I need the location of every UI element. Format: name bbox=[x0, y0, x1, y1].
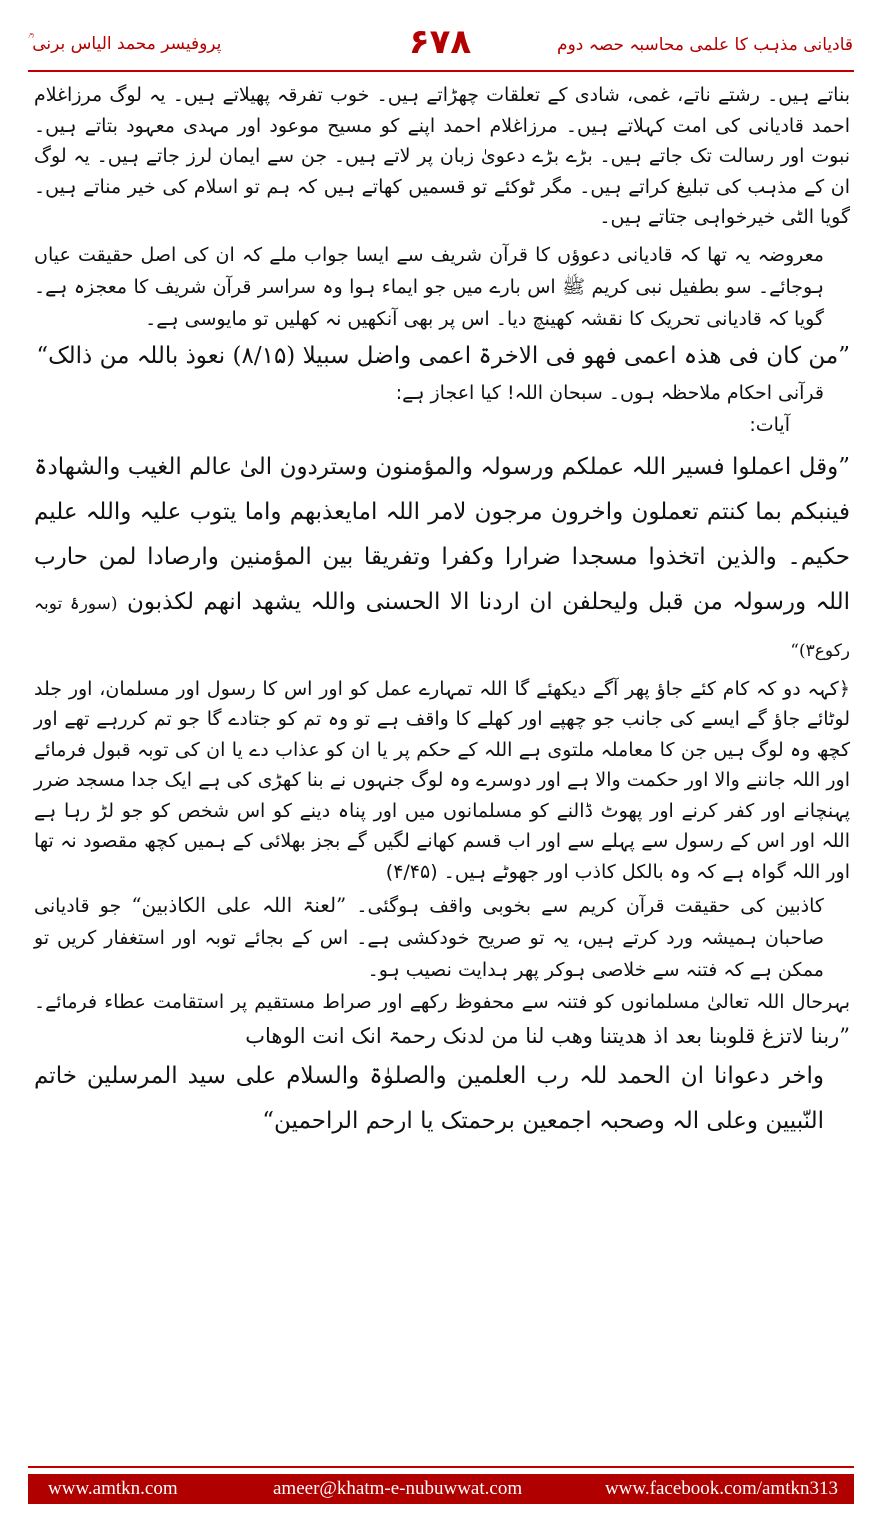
paragraph-ayat: آیات: bbox=[749, 413, 790, 436]
quran-verse-2-text: ”وقل اعملوا فسیر اللہ عملکم ورسولہ والمؤمنون وستردون الیٰ عالم الغیب والشھادۃ فینبکم بما کنتم تعملون واخرون مرجون لامر اللہ امایعذبھم واما یتوب علیہ واللہ علیم حکیم۔ والذین اتخذوا مسجدا ضرارا وکفرا وتفریقا بین المؤمنین وارصادا لمن حارب اللہ ورسولہ من قبل ولیحلفن ان اردنا الا الحسنی واللہ یشھد انھم لکذبون bbox=[34, 453, 850, 615]
book-title: قادیانی مذہب کا علمی محاسبہ حصہ دوم bbox=[557, 35, 853, 55]
header-author: پروفیسر محمد الیاس برنی ؒ bbox=[28, 34, 222, 54]
quran-verse-2-ref: (سورۂ توبہ رکوع۳)“ bbox=[34, 593, 850, 661]
facebook-link[interactable]: www.facebook.com/amtkn313 bbox=[604, 1478, 838, 1499]
translation: ﴿کہہ دو کہ کام کئے جاؤ پھر آگے دیکھئے گا اللہ تمہارے عمل کو اور اس کا رسول اور مسلمان، اور جلد لوٹائے جاؤ گے ایسے کی جانب جو چھپے اور کھلے کا واقف ہے تو وہ تم کو جتادے گا جو تم کررہے تھے اور کچھ وہ لوگ ہیں جن کا معاملہ ملتوی ہے اللہ کے حکم پر یا ان کو عذاب دے یا ان کی توبہ قبول فرمائے اور اللہ جاننے والا اور حکمت والا ہے اور دوسرے وہ لوگ جنہوں نے بنا کھڑی کی ہے ایک جدا مسجد ضرر پہنچانے اور کفر کرنے اور پھوٹ ڈالنے کو مسلمانوں میں اور پناہ دینے کو اس شخص کو جو لڑ رہا ہے اللہ اور اس کے رسول سے پہلے سے اور اب قسم کھانے لگیں گے بجز بھلائی کے ہمیں کچھ مقصود نہ تھا اور اللہ گواہ ہے کہ وہ بالکل کاذب اور جھوٹے ہیں۔ (۴/۴۵) bbox=[34, 677, 850, 883]
quran-verse-1: ”من کان فی ھذہ اعمی فھو فی الاخرۃ اعمی واضل سبیلا (۸/۱۵) نعوذ باللہ من ذالک“ bbox=[36, 342, 850, 369]
quran-verse-3: ”ربنا لاتزغ قلوبنا بعد اذ ھدیتنا وھب لنا من لدنک رحمۃ انک انت الوھاب bbox=[245, 1024, 850, 1048]
email-link[interactable]: ameer@khatm-e-nubuwwat.com bbox=[273, 1478, 523, 1499]
paragraph-7 bbox=[34, 986, 850, 1054]
header-rule bbox=[28, 70, 854, 72]
paragraph-3: قرآنی احکام ملاحظہ ہوں۔ سبحان اللہ! کیا اعجاز ہے: bbox=[395, 381, 824, 404]
footer-rule bbox=[28, 1466, 854, 1468]
page-header bbox=[0, 0, 881, 70]
paragraph-7-text: بہرحال اللہ تعالیٰ مسلمانوں کو فتنہ سے محفوظ رکھے اور صراط مستقیم پر استقامت عطاء فرمائے۔ bbox=[34, 991, 850, 1013]
quran-verse-2 bbox=[34, 445, 850, 674]
page-body bbox=[34, 80, 850, 1144]
paragraph-6-end: جو قادیانی صاحبان ہمیشہ ورد کرتے ہیں، یہ تو صریح خودکشی ہے۔ اس کے بجائے توبہ اور استغفار کریں تو ممکن ہے کہ فتنہ سے خلاصی ہوکر پھر ہدایت نصیب ہو۔ bbox=[34, 895, 824, 981]
page-footer bbox=[28, 1474, 854, 1504]
page-number: ۶۷۸ bbox=[408, 22, 472, 62]
paragraph-6-start: کاذبین کی حقیقت قرآن کریم سے بخوبی واقف ہوگئی۔ bbox=[356, 895, 824, 917]
paragraph-6-arabic: ”لعنۃ اللہ علی الکاذبین“ bbox=[131, 893, 347, 917]
paragraph-1: بناتے ہیں۔ رشتے ناتے، غمی، شادی کے تعلقات چھڑاتے ہیں۔ خوب تفرقہ پھیلاتے ہیں۔ یہ لوگ مرزاغلام احمد قادیانی کی امت کہلاتے ہیں۔ مرزاغلام احمد اپنے کو مسیح موعود اور مہدی معہود بتاتے ہیں۔ نبوت اور رسالت تک جاتے ہیں۔ بڑے بڑے دعویٰ زبان پر لاتے ہیں۔ جن سے ایمان لرز جاتے ہیں۔ یہ لوگ ان کے مذہب کی تبلیغ کراتے ہیں۔ مگر ٹوکئے تو قسمیں کھاتے ہیں کہ ہم تو اسلام کی خیر مناتے ہیں۔ گویا الٹی خیرخواہی جتاتے ہیں۔ bbox=[34, 84, 850, 228]
website-link[interactable]: www.amtkn.com bbox=[48, 1478, 178, 1499]
paragraph-2: معروضہ یہ تھا کہ قادیانی دعوؤں کا قرآن شریف سے ایسا جواب ملے کہ ان کی اصل حقیقت عیاں ہوجائے۔ سو بطفیل نبی کریم ﷺ اس بارے میں جو ایماء ہوا وہ سراسر قرآن شریف کا معجزہ ہے۔ گویا کہ قادیانی تحریک کا نقشہ کھینچ دیا۔ اس پر بھی آنکھیں نہ کھلیں تو مایوسی ہے۔ bbox=[34, 243, 824, 330]
closing-dua: واخر دعوانا ان الحمد للہ رب العلمین والصلوٰۃ والسلام علی سید المرسلین خاتم النّبیین وعلی الہ وصحبہ اجمعین برحمتک یا ارحم الراحمین“ bbox=[34, 1063, 824, 1134]
paragraph-6 bbox=[34, 889, 850, 986]
